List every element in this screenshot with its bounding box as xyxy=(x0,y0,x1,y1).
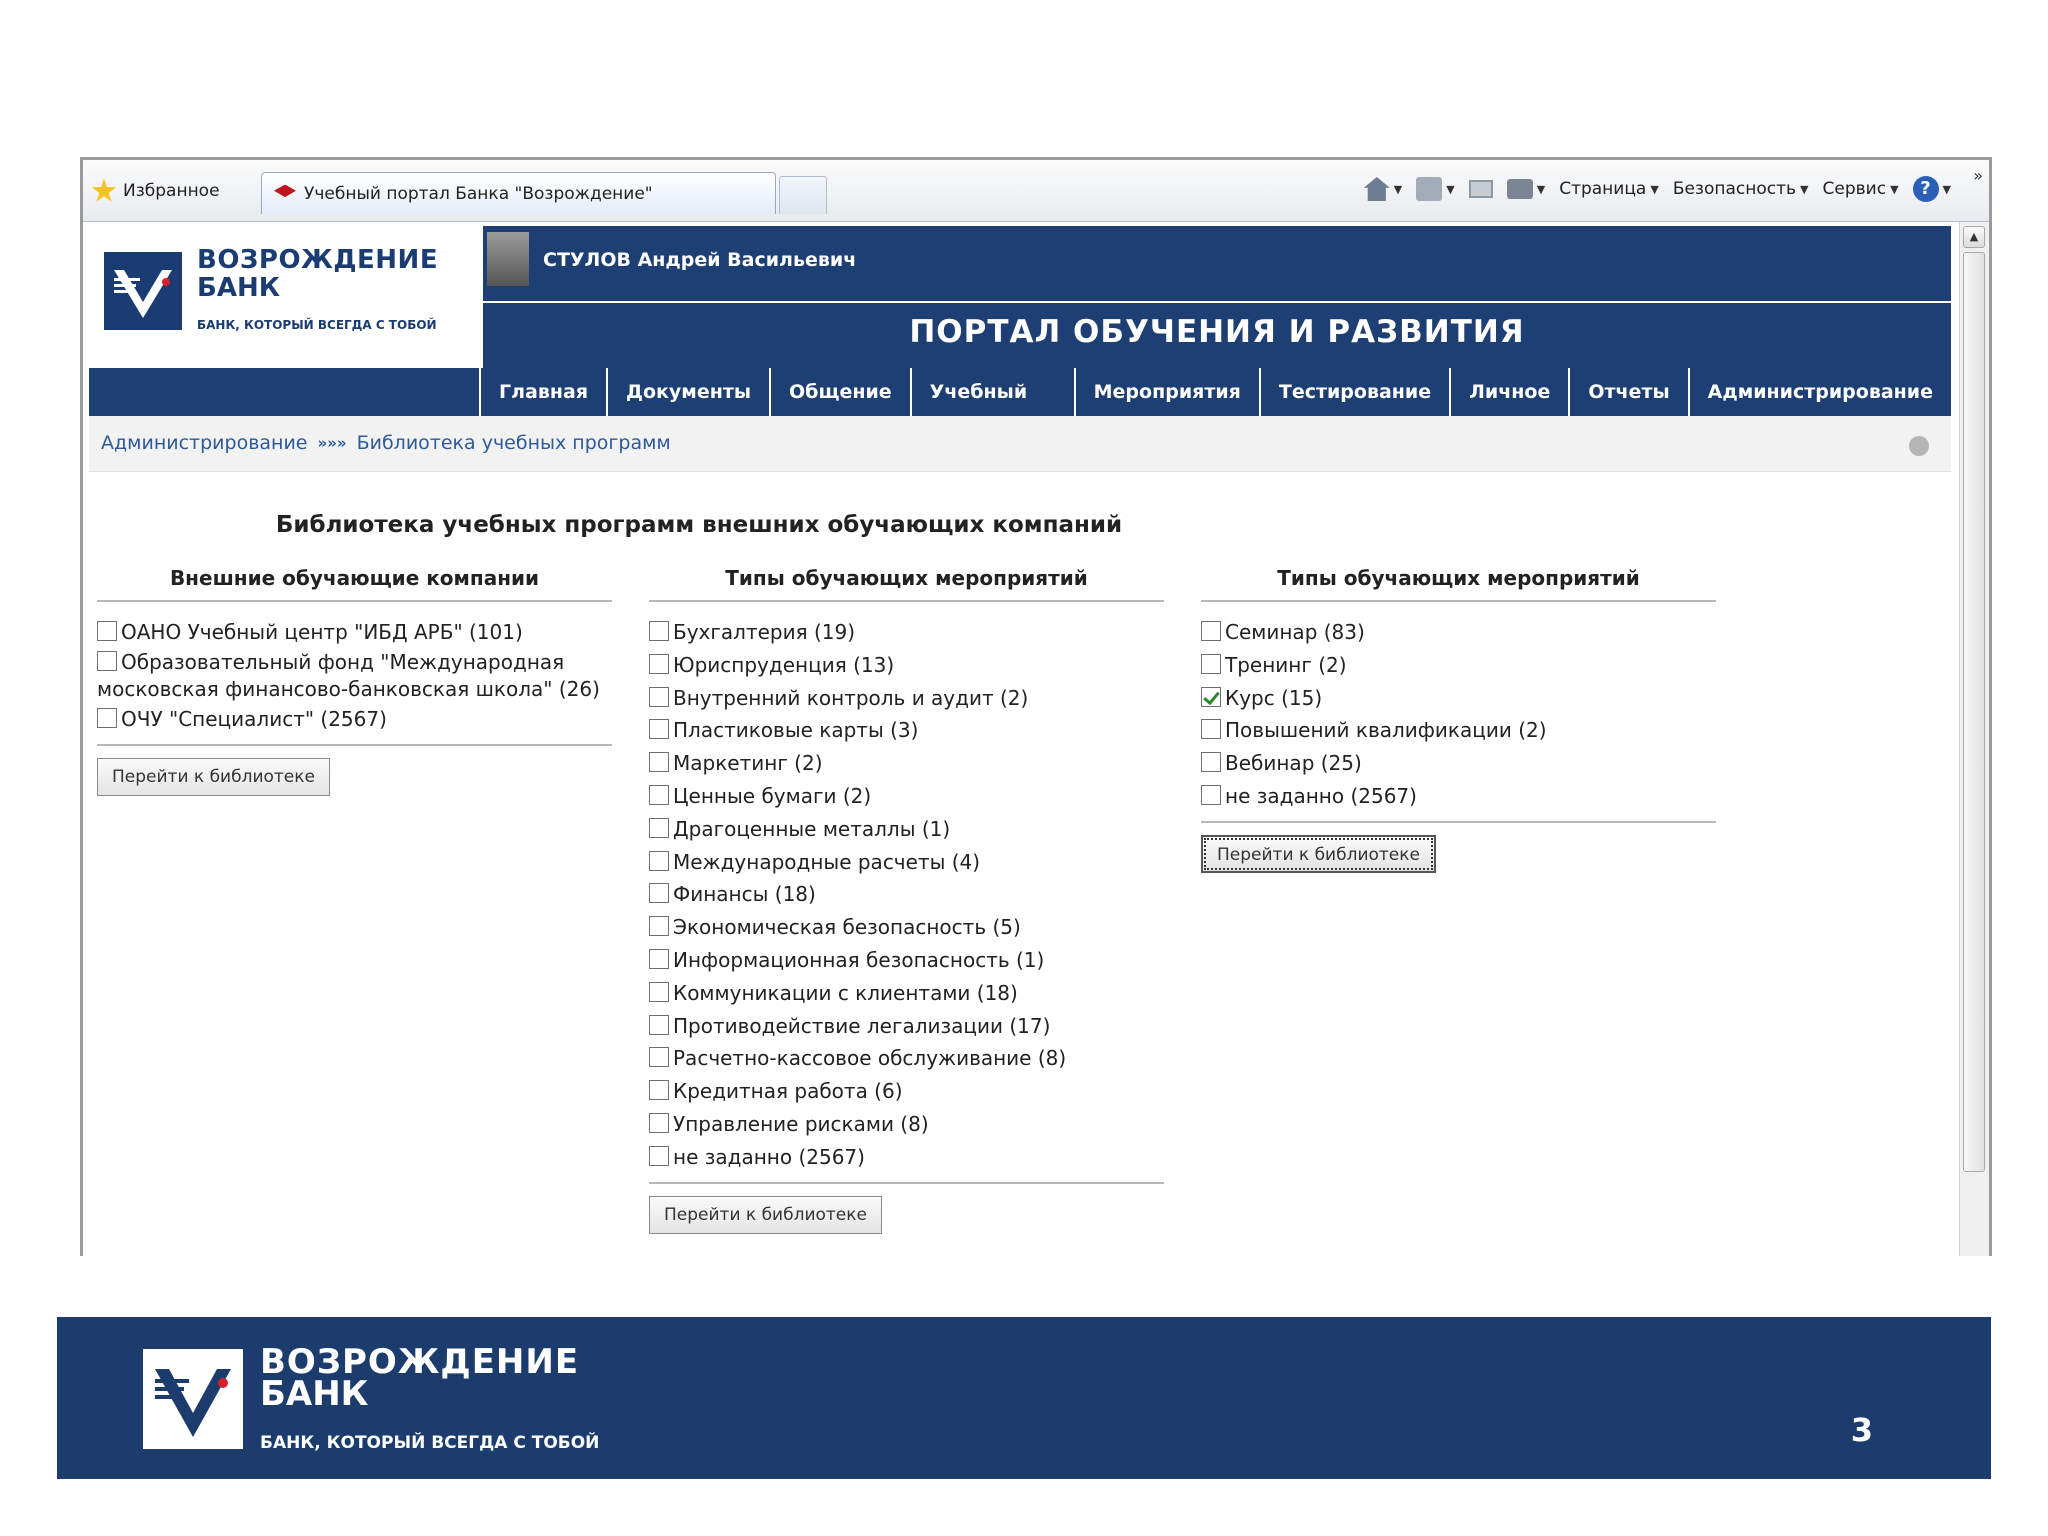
option-label: Противодействие легализации (17) xyxy=(673,1013,1051,1038)
option-label: Расчетно-кассовое обслуживание (8) xyxy=(673,1046,1067,1071)
checkbox[interactable] xyxy=(649,851,669,871)
option-label: Курс (15) xyxy=(1225,685,1323,710)
list-item[interactable] xyxy=(649,649,1164,682)
checkbox[interactable] xyxy=(649,621,669,641)
checkbox[interactable] xyxy=(649,1113,669,1133)
option-label: не заданно (2567) xyxy=(1225,783,1417,808)
option-label: ОЧУ "Специалист" (2567) xyxy=(121,706,387,731)
list-item[interactable] xyxy=(1201,714,1716,747)
option-label: Бухгалтерия (19) xyxy=(673,620,856,644)
checkbox[interactable] xyxy=(649,1047,669,1067)
list-item[interactable] xyxy=(649,780,1164,813)
breadcrumb-separator: »»» xyxy=(317,434,347,452)
option-label: Экономическая безопасность (5) xyxy=(673,915,1021,940)
list-item[interactable] xyxy=(1201,747,1716,780)
breadcrumb-current[interactable]: Библиотека учебных программ xyxy=(356,432,671,454)
checkbox[interactable] xyxy=(649,785,669,805)
list-item[interactable] xyxy=(649,846,1164,879)
list-item[interactable] xyxy=(1201,649,1716,682)
companies-column xyxy=(97,566,612,796)
nav-item-home[interactable]: Главная xyxy=(479,368,606,416)
help-icon: ? xyxy=(1913,176,1939,202)
browser-tab[interactable] xyxy=(261,172,776,214)
checkbox[interactable] xyxy=(97,708,117,728)
feed-icon xyxy=(1416,177,1442,201)
checkbox[interactable] xyxy=(649,687,669,707)
column-heading: Внешние обучающие компании xyxy=(97,566,612,602)
close-icon[interactable] xyxy=(1909,436,1929,456)
nav-item-administration[interactable]: Администрирование xyxy=(1688,368,1951,416)
event-topics-list xyxy=(649,602,1164,1174)
academic-cap-icon xyxy=(274,185,296,203)
print-button[interactable] xyxy=(1507,179,1545,199)
list-item[interactable] xyxy=(649,878,1164,911)
main-nav-bar xyxy=(89,368,1951,416)
option-label: Вебинар (25) xyxy=(1225,751,1362,776)
browser-tools xyxy=(1364,176,1951,202)
nav-item-testing[interactable]: Тестирование xyxy=(1259,368,1449,416)
checkbox-checked[interactable] xyxy=(1201,687,1221,707)
go-to-library-button[interactable]: Перейти к библиотеке xyxy=(649,1196,882,1234)
logo-line-2: БАНК xyxy=(197,273,280,303)
option-label: Повышений квалификации (2) xyxy=(1225,718,1547,743)
checkbox[interactable] xyxy=(97,621,117,641)
list-item[interactable] xyxy=(649,682,1164,715)
logo-slogan: БАНК, КОТОРЫЙ ВСЕГДА С ТОБОЙ xyxy=(197,318,437,332)
option-label: Коммуникации с клиентами (18) xyxy=(673,980,1018,1005)
footer-slogan: БАНК, КОТОРЫЙ ВСЕГДА С ТОБОЙ xyxy=(260,1433,600,1453)
nav-item-reports[interactable]: Отчеты xyxy=(1568,368,1687,416)
list-item[interactable] xyxy=(1201,682,1716,715)
service-menu[interactable] xyxy=(1823,179,1899,199)
favorites-label: Избранное xyxy=(123,181,220,201)
checkbox[interactable] xyxy=(1201,621,1221,641)
option-label: Ценные бумаги (2) xyxy=(673,783,872,808)
user-name[interactable]: СТУЛОВ Андрей Васильевич xyxy=(543,249,857,271)
nav-item-documents[interactable]: Документы xyxy=(606,368,769,416)
option-label: Кредитная работа (6) xyxy=(673,1079,903,1104)
chevron-down-icon: ▼ xyxy=(1890,182,1899,196)
chevron-down-icon: ▼ xyxy=(1446,182,1455,196)
toolbar-overflow-icon[interactable]: » xyxy=(1973,166,1983,185)
list-item[interactable] xyxy=(97,616,612,649)
list-item[interactable] xyxy=(1201,616,1716,649)
page-menu[interactable] xyxy=(1559,179,1659,199)
column-footer xyxy=(649,1182,1164,1234)
bank-logo-icon xyxy=(104,252,182,330)
option-label: Маркетинг (2) xyxy=(673,751,823,776)
list-item[interactable] xyxy=(97,703,612,736)
page-title: Библиотека учебных программ внешних обучающих компаний xyxy=(275,512,1123,538)
option-label: Внутренний контроль и аудит (2) xyxy=(673,685,1029,710)
option-label: Тренинг (2) xyxy=(1225,652,1347,677)
new-tab-button[interactable] xyxy=(779,176,827,214)
feeds-button[interactable] xyxy=(1416,177,1454,201)
chevron-down-icon: ▼ xyxy=(1536,182,1546,196)
option-label: не заданно (2567) xyxy=(673,1144,865,1169)
printer-icon xyxy=(1507,179,1533,199)
option-label: Информационная безопасность (1) xyxy=(673,947,1045,972)
checkbox[interactable] xyxy=(649,1080,669,1100)
checkbox[interactable] xyxy=(649,1015,669,1035)
star-icon xyxy=(91,178,117,204)
checkbox[interactable] xyxy=(649,883,669,903)
mail-icon xyxy=(1469,180,1493,198)
checkbox[interactable] xyxy=(649,719,669,739)
option-label: Управление рисками (8) xyxy=(673,1111,929,1136)
list-item[interactable] xyxy=(649,813,1164,846)
checkbox[interactable] xyxy=(649,1146,669,1166)
main-nav xyxy=(479,368,1951,416)
checkbox[interactable] xyxy=(1201,785,1221,805)
list-item[interactable] xyxy=(649,1075,1164,1108)
checkbox[interactable] xyxy=(97,651,117,671)
nav-item-personal[interactable]: Личное xyxy=(1449,368,1568,416)
browser-window xyxy=(80,157,1992,1256)
option-label: Юриспруденция (13) xyxy=(673,652,895,677)
chevron-down-icon: ▼ xyxy=(1650,182,1659,196)
list-item[interactable] xyxy=(1201,780,1716,813)
nav-item-training-center[interactable]: Учебный xyxy=(910,368,1074,416)
checkbox[interactable] xyxy=(649,916,669,936)
column-heading: Типы обучающих мероприятий xyxy=(649,566,1164,602)
event-types-list xyxy=(1201,602,1716,813)
list-item[interactable] xyxy=(649,944,1164,977)
tab-title: Учебный портал Банка "Возрождение" xyxy=(304,183,653,204)
favorites-button[interactable] xyxy=(91,174,220,208)
checkbox[interactable] xyxy=(1201,654,1221,674)
breadcrumb xyxy=(89,416,1951,472)
portal-page xyxy=(89,226,1951,1256)
slide-footer xyxy=(57,1317,1991,1479)
event-topics-column xyxy=(649,566,1164,1234)
list-item[interactable] xyxy=(649,616,1164,649)
list-item[interactable] xyxy=(649,1010,1164,1043)
security-menu-label: Безопасность xyxy=(1672,179,1797,199)
option-label: ОАНО Учебный центр "ИБД АРБ" (101) xyxy=(121,620,523,644)
go-to-library-button[interactable]: Перейти к библиотеке xyxy=(97,758,330,796)
option-label: Пластиковые карты (3) xyxy=(673,718,919,743)
bank-logo[interactable] xyxy=(89,226,475,368)
portal-header xyxy=(483,226,1951,368)
bank-logo-icon xyxy=(143,1349,243,1449)
page-number: 3 xyxy=(1850,1411,1873,1449)
avatar[interactable] xyxy=(487,232,529,286)
checkbox[interactable] xyxy=(1201,719,1221,739)
option-label: Образовательный фонд "Международная московская финансово-банковская школа" (26) xyxy=(97,649,600,701)
mail-button[interactable] xyxy=(1469,180,1493,198)
vertical-scrollbar[interactable] xyxy=(1959,222,1989,1256)
breadcrumb-trail xyxy=(101,432,671,454)
option-label: Международные расчеты (4) xyxy=(673,849,981,874)
list-item[interactable] xyxy=(97,649,612,703)
go-to-library-button[interactable]: Перейти к библиотеке xyxy=(1201,835,1436,873)
breadcrumb-root-link[interactable]: Администрирование xyxy=(101,432,308,454)
footer-logo-line-2: БАНК xyxy=(260,1374,369,1414)
footer-logo-line-1: ВОЗРОЖДЕНИЕ xyxy=(260,1342,580,1382)
list-item[interactable] xyxy=(649,1042,1164,1075)
page-menu-label: Страница xyxy=(1559,179,1647,199)
nav-item-events[interactable]: Мероприятия xyxy=(1074,368,1259,416)
checkbox[interactable] xyxy=(649,949,669,969)
checkbox[interactable] xyxy=(649,654,669,674)
checkbox[interactable] xyxy=(649,982,669,1002)
checkbox[interactable] xyxy=(649,818,669,838)
checkbox[interactable] xyxy=(649,752,669,772)
nav-item-communication[interactable]: Общение xyxy=(769,368,910,416)
list-item[interactable] xyxy=(649,977,1164,1010)
option-label: Драгоценные металлы (1) xyxy=(673,816,951,841)
column-footer xyxy=(97,744,612,796)
option-label: Семинар (83) xyxy=(1225,620,1365,644)
list-item[interactable] xyxy=(649,1108,1164,1141)
portal-title: ПОРТАЛ ОБУЧЕНИЯ И РАЗВИТИЯ xyxy=(483,301,1951,357)
companies-list xyxy=(97,602,612,736)
help-button[interactable] xyxy=(1913,176,1951,202)
security-menu[interactable] xyxy=(1673,179,1809,199)
chevron-down-icon: ▼ xyxy=(1800,182,1809,196)
list-item[interactable] xyxy=(649,1141,1164,1174)
chevron-down-icon: ▼ xyxy=(1942,182,1951,196)
option-label: Финансы (18) xyxy=(673,882,816,907)
home-icon xyxy=(1364,177,1390,201)
home-button[interactable] xyxy=(1364,177,1402,201)
scrollbar-thumb[interactable] xyxy=(1963,252,1985,1172)
checkbox[interactable] xyxy=(1201,752,1221,772)
chevron-down-icon: ▼ xyxy=(1393,182,1403,196)
list-item[interactable] xyxy=(649,747,1164,780)
scroll-up-icon[interactable]: ▲ xyxy=(1963,226,1985,248)
service-menu-label: Сервис xyxy=(1822,179,1887,199)
logo-line-1: ВОЗРОЖДЕНИЕ xyxy=(197,245,439,275)
list-item[interactable] xyxy=(649,911,1164,944)
event-types-column xyxy=(1201,566,1716,873)
column-heading: Типы обучающих мероприятий xyxy=(1201,566,1716,602)
list-item[interactable] xyxy=(649,714,1164,747)
browser-toolbar xyxy=(83,160,1989,222)
column-footer xyxy=(1201,821,1716,873)
